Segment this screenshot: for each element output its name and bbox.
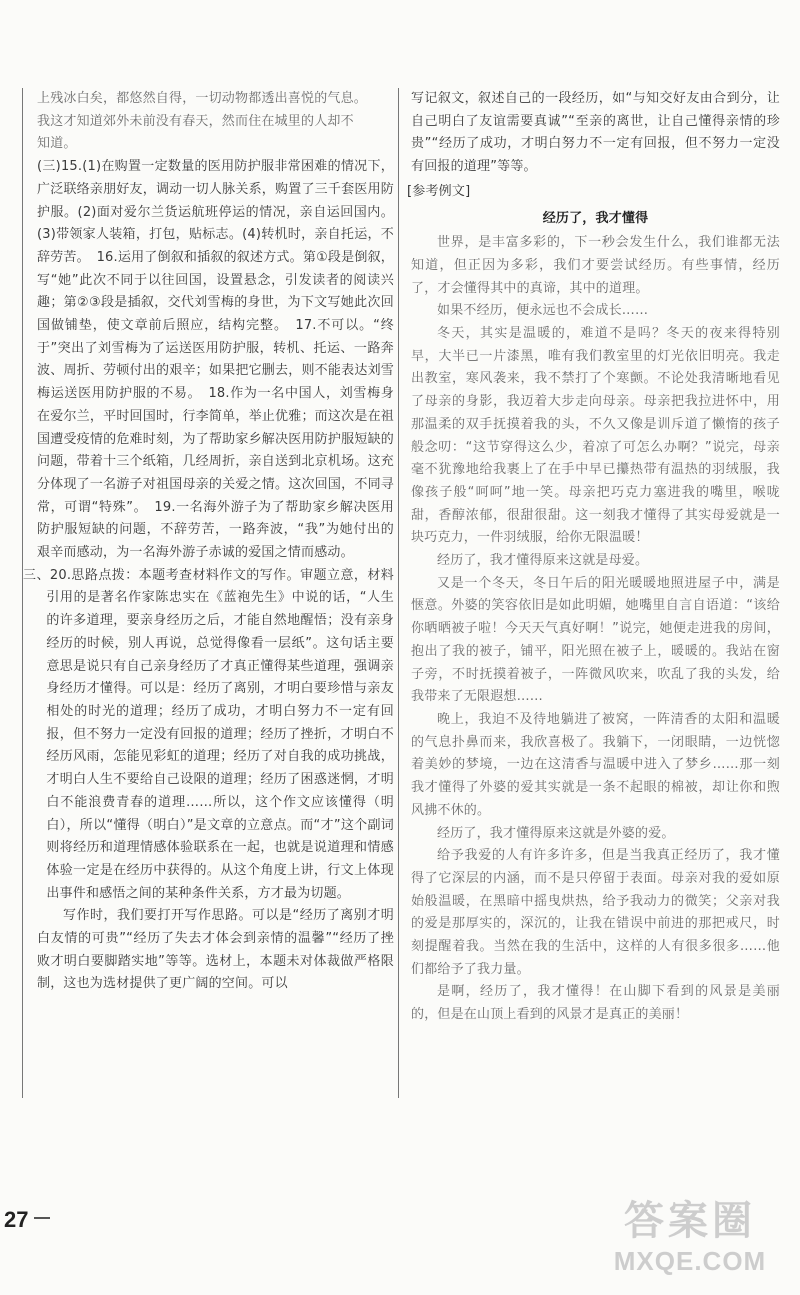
essay-paragraph: 晚上，我迫不及待地躺进了被窝，一阵清香的太阳和温暖的气息扑鼻而来，我欣喜极了。我躺下，一闭眼睛，一边恍惚着美妙的梦境，一边在这清香与温暖中进入了梦乡……那一刻我才懂得了外婆的爱其实就是一条不起眼的棉被，却让你和煦风拂不休的。 — [411, 711, 780, 818]
intro-line: 知道。 — [37, 136, 77, 152]
essay-body — [411, 232, 780, 1027]
essay-paragraph: 经历了，我才懂得原来这就是外婆的爱。 — [437, 825, 675, 841]
watermark-line1: 答案圈 — [624, 1199, 756, 1243]
essay-title: 经历了，我才懂得 — [542, 210, 649, 226]
essay-paragraph: 是啊，经历了，我才懂得！在山脚下看到的风景是美丽的，但是在山顶上看到的风景才是真正的美丽！ — [411, 984, 780, 1023]
intro-line: 上残冰白矣，都悠然自得，一切动物都透出喜悦的气息。 — [37, 91, 368, 106]
essay-paragraph: 如果不经历，便永远也不会成长…… — [437, 303, 649, 319]
continued-text: 写记叙文，叙述自己的一段经历，如“与知交好友由合到分，让自己明白了友谊需要真诚”“至亲的离世，让自己懂得亲情的珍贵”“经历了成功，才明白努力不一定有回报，但不努力一定没有回报的道理”等等。 — [411, 91, 780, 175]
answer-section-20: 三、20.思路点拨：本题考查材料作文的写作。审题立意，材料引用的是著名作家陈忠实在《蓝袍先生》中说的话，“人生的许多道理，要亲身经历之后，才能自然地醒悟；没有亲身经历的时候，别人再说，总觉得像看一层纸”。这句话主要意思是说只有自己亲身经历了才真正懂得某些道理，强调亲身经历才懂得。可以是：经历了离别，才明白要珍惜与亲友相处的时光的道理；经历了成功，才明白努力不一定有回报，但不努力一定没有回报的道理；经历了挫折，才明白不经历风雨，怎能见彩虹的道理；经历了对自我的成功挑战，才明白人生不要给自己设限的道理；经历了困惑迷惘，才明白不能浪费青春的道理……所以，这个作文应该懂得（明白），所以“懂得（明白）”是文章的立意点。而“才”这个副词则将经历和道理情感体验联系在一起，也就是说道理和情感体验一定是在经历中获得的。从这个角度上讲，行文上体现出事件和感悟之间的某种条件关系，方才最为切题。 — [23, 567, 394, 901]
essay-paragraph: 经历了，我才懂得原来这就是母爱。 — [437, 553, 649, 569]
essay-paragraph: 又是一个冬天，冬日午后的阳光暖暖地照进屋子中，满是惬意。外婆的笑容依旧是如此明媚，她嘴里自言自语道：“该给你晒晒被子啦！今天天气真好啊！”说完，她便走进我的房间，抱出了我的被子，铺平，阳光照在被子上，暖暖的。我站在窗子旁，不时抚摸着被子，一阵微风吹来，吹乱了我的头发，给我带来了无限遐想…… — [411, 575, 780, 705]
watermark-line2: MXQE.COM — [613, 1246, 767, 1276]
watermark-logo — [600, 1198, 780, 1286]
essay-paragraph: 世界，是丰富多彩的，下一秒会发生什么，我们谁都无法知道，但正因为多彩，我们才要尝试经历。有些事情，经历了，才会懂得其中的真谛，其中的道理。 — [411, 235, 780, 296]
page-number: 27 — [4, 1207, 29, 1232]
reference-label: [参考例文] — [407, 183, 471, 199]
right-column — [398, 88, 780, 1098]
answer-section-20-para2: 写作时，我们要打开写作思路。可以是“经历了离别才明白友情的可贵”“经历了失去才体会到亲情的温馨”“经历了挫败才明白要脚踏实地”等等。选材上，本题未对体裁做严格限制，这也为选材提供了更广阔的空间。可以 — [37, 908, 394, 992]
essay-paragraph: 冬天，其实是温暖的，难道不是吗？冬天的夜来得特别早，大半已一片漆黑，唯有我们教室里的灯光依旧明亮。我走出教室，寒风袭来，我不禁打了个寒颤。不论处我清晰地看见了母亲的身影，我迈着大步走向母亲。母亲把我拉进怀中，用那温柔的双手抚摸着我的头，不久又像是训斥道了懒惰的孩子般念叨：“这节穿得这么少，着凉了可怎么办啊？”说完，母亲毫不犹豫地给我裹上了在手中早已攥热带有温热的羽绒服，我像孩子般“呵呵”地一笑。母亲把巧克力塞进我的嘴里，喉咙甜，香醇浓郁，很甜很甜。这一刻我才懂得了其实母爱就是一块巧克力，一件羽绒服，给你无限温暖！ — [411, 326, 780, 546]
page-number-dash — [34, 1217, 50, 1219]
essay-paragraph: 给予我爱的人有许多许多，但是当我真正经历了，我才懂得了它深层的内涵，而不是只停留于表面。母亲对我的爱如原始般温暖，在黑暗中摇曳烘热，给予我动力的微笑；父亲对我的爱是那厚实的，深沉的，让我在错误中前进的那把戒尺，时刻提醒着我。当然在我的生活中，这样的人有很多很多……他们都给予了我力量。 — [411, 848, 780, 977]
left-column — [22, 88, 394, 1098]
answer-section-3: (三)15.(1)在购置一定数量的医用防护服非常困难的情况下，广泛联络亲朋好友，调动一切人脉关系，购置了三千套医用防护服。(2)面对爱尔兰货运航班停运的情况，亲自运回国内。(3)带领家人装箱，打包，贴标志。(4)转机时，亲自托运，不辞劳苦。 16.运用了倒叙和插叙的叙述方式。第①段是倒叙，写“她”此次不同于以往回国，设置悬念，引发读者的阅读兴趣；第②③段是插叙，交代刘雪梅的身世，为下文写她此次回国做铺垫，使文章前后照应，结构完整。 17.不可以。“终于”突出了刘雪梅为了运送医用防护服，转机、托运、一路奔波、周折、劳顿付出的艰辛；如果把它删去，则不能表达刘雪梅运送医用防护服的不易。 18.作为一名中国人，刘雪梅身在爱尔兰，平时回国时，行李简单，举止优雅；而这次是在祖国遭受疫情的危难时刻，为了帮助家乡解决医用防护服短缺的问题，带着十三个纸箱，几经周折，亲自送到北京机场。这充分体现了一名游子对祖国母亲的关爱之情。这次回国，不同寻常，可谓“特殊”。 19.一名海外游子为了帮助家乡解决医用防护服短缺的问题，不辞劳苦，一路奔波，“我”为她付出的艰辛而感动，为一名海外游子赤诚的爱国之情而感动。 — [37, 159, 394, 561]
intro-line: 我这才知道郊外未前没有春天，然而住在城里的人却不 — [37, 113, 354, 129]
